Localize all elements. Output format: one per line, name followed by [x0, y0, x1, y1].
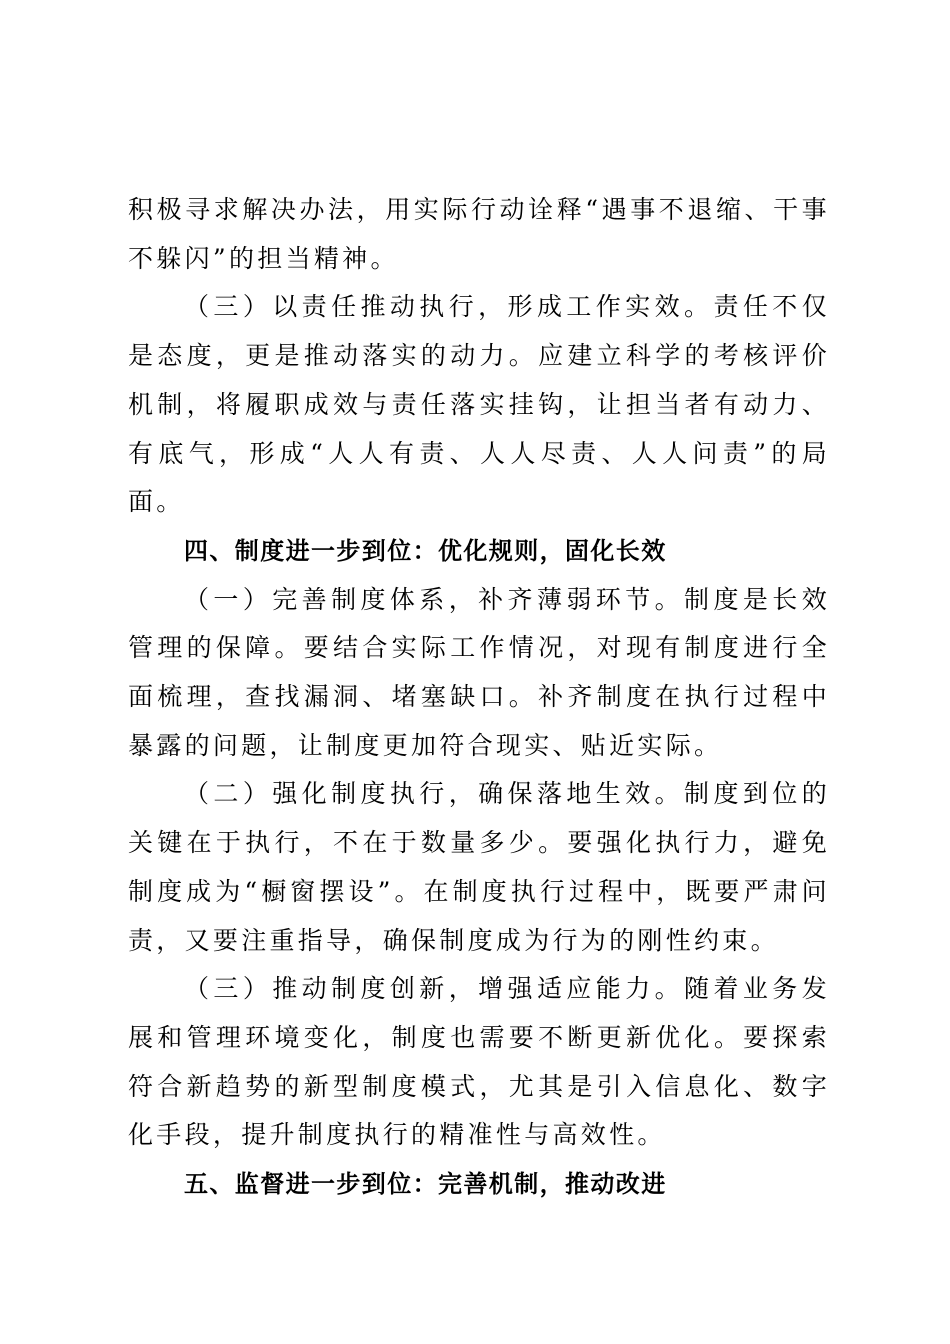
section-heading-supervision: 五、监督进一步到位：完善机制，推动改进 — [184, 1170, 667, 1199]
paragraph-strengthen-execution: （二）强化制度执行，确保落地生效。制度到位的关键在于执行，不在于数量多少。要强化执行力，避免制度成为“橱窗摆设”。在制度执行过程中，既要严肃问责，又要注重指导，确保制度成为行为的刚性约束。 — [128, 779, 830, 955]
paragraph-improve-system: （一）完善制度体系，补齐薄弱环节。制度是长效管理的保障。要结合实际工作情况，对现有制度进行全面梳理，查找漏洞、堵塞缺口。补齐制度在执行过程中暴露的问题，让制度更加符合现实、贴近实际。 — [128, 584, 830, 760]
document-body — [128, 186, 830, 1209]
section-heading-system: 四、制度进一步到位：优化规则，固化长效 — [184, 536, 667, 565]
paragraph-system-innovation: （三）推动制度创新，增强适应能力。随着业务发展和管理环境变化，制度也需要不断更新优化。要探索符合新趋势的新型制度模式，尤其是引入信息化、数字化手段，提升制度执行的精准性与高效性。 — [128, 974, 830, 1150]
paragraph-continuation: 积极寻求解决办法，用实际行动诠释“遇事不退缩、干事不躲闪”的担当精神。 — [128, 195, 830, 273]
paragraph-responsibility-execution: （三）以责任推动执行，形成工作实效。责任不仅是态度，更是推动落实的动力。应建立科学的考核评价机制，将履职成效与责任落实挂钩，让担当者有动力、有底气，形成“人人有责、人人尽责、人人问责”的局面。 — [128, 292, 830, 517]
